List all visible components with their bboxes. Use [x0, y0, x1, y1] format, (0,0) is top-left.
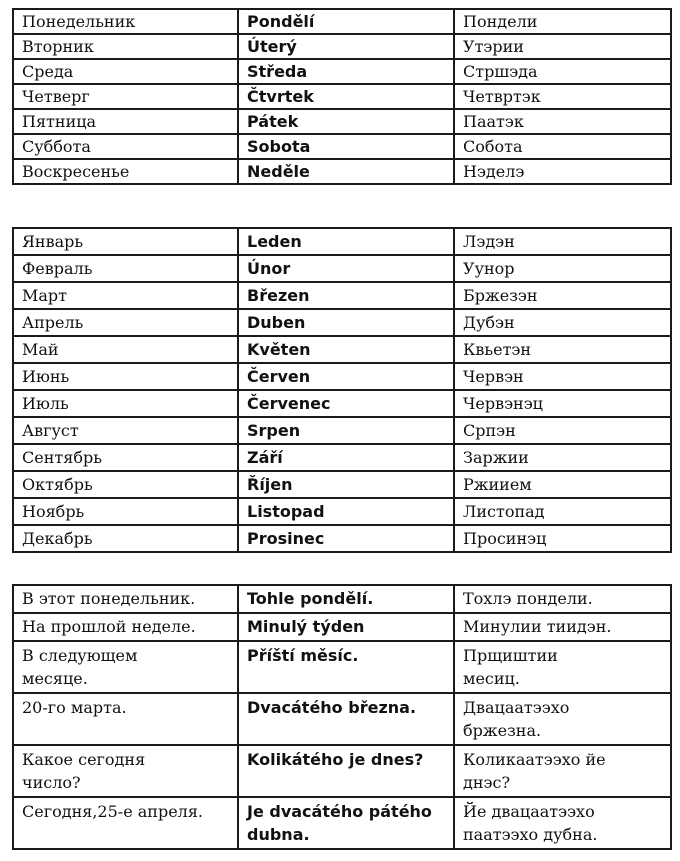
- czech-cell: Červenec: [238, 390, 454, 417]
- table-row: [13, 9, 671, 34]
- transcription-cell: Квьетэн: [454, 336, 671, 363]
- czech-cell: Listopad: [238, 498, 454, 525]
- czech-cell: Pátek: [238, 109, 454, 134]
- russian-cell: Вторник: [13, 34, 238, 59]
- table-row: [13, 444, 671, 471]
- russian-cell: [13, 693, 238, 745]
- transcription-cell: [454, 797, 671, 849]
- russian-cell: Июль: [13, 390, 238, 417]
- transcription-line-2: месиц.: [463, 669, 520, 688]
- czech-cell: Duben: [238, 309, 454, 336]
- table-row: [13, 498, 671, 525]
- russian-line-2: число?: [22, 773, 81, 792]
- transcription-line-2: паатээхо дубна.: [463, 825, 598, 844]
- czech-cell: Květen: [238, 336, 454, 363]
- russian-cell: Понедельник: [13, 9, 238, 34]
- transcription-cell: Червэнэц: [454, 390, 671, 417]
- table-row: [13, 525, 671, 552]
- russian-cell: На прошлой неделе.: [13, 613, 238, 641]
- transcription-cell: Собота: [454, 134, 671, 159]
- transcription-cell: Стршэда: [454, 59, 671, 84]
- russian-cell: Среда: [13, 59, 238, 84]
- transcription-line-1: Коликаатээхо йе: [463, 750, 606, 769]
- transcription-line-1: Двацаатээхо: [463, 698, 570, 717]
- transcription-cell: Ржиием: [454, 471, 671, 498]
- czech-line-1: Příští měsíc.: [247, 646, 359, 665]
- russian-cell: Август: [13, 417, 238, 444]
- czech-cell: Říjen: [238, 471, 454, 498]
- russian-cell: Декабрь: [13, 525, 238, 552]
- czech-line-2: dubna.: [247, 825, 310, 844]
- transcription-cell: Утэрии: [454, 34, 671, 59]
- czech-cell: Středa: [238, 59, 454, 84]
- czech-cell: Neděle: [238, 159, 454, 184]
- russian-cell: Май: [13, 336, 238, 363]
- table-row: [13, 255, 671, 282]
- czech-cell: Březen: [238, 282, 454, 309]
- russian-cell: Суббота: [13, 134, 238, 159]
- transcription-cell: Заржии: [454, 444, 671, 471]
- table-row: [13, 693, 671, 745]
- days-table: [12, 8, 672, 185]
- transcription-cell: Бржезэн: [454, 282, 671, 309]
- czech-cell: Úterý: [238, 34, 454, 59]
- russian-cell: Воскресенье: [13, 159, 238, 184]
- czech-line-1: Kolikátého je dnes?: [247, 750, 424, 769]
- russian-cell: Четверг: [13, 84, 238, 109]
- russian-cell: Сентябрь: [13, 444, 238, 471]
- russian-cell: Февраль: [13, 255, 238, 282]
- russian-cell: Октябрь: [13, 471, 238, 498]
- transcription-cell: Минулии тиидэн.: [454, 613, 671, 641]
- czech-cell: Sobota: [238, 134, 454, 159]
- transcription-cell: Просинэц: [454, 525, 671, 552]
- russian-cell: [13, 797, 238, 849]
- transcription-cell: Нэделэ: [454, 159, 671, 184]
- table-row: [13, 109, 671, 134]
- phrases-table: [12, 584, 672, 850]
- czech-cell: Čtvrtek: [238, 84, 454, 109]
- czech-cell: Červen: [238, 363, 454, 390]
- czech-cell: Leden: [238, 228, 454, 255]
- russian-cell: В этот понедельник.: [13, 585, 238, 613]
- table-row: [13, 641, 671, 693]
- table-row: [13, 159, 671, 184]
- transcription-cell: Лэдэн: [454, 228, 671, 255]
- transcription-cell: Пондели: [454, 9, 671, 34]
- table-row: [13, 390, 671, 417]
- russian-cell: Ноябрь: [13, 498, 238, 525]
- czech-cell: Září: [238, 444, 454, 471]
- russian-cell: Март: [13, 282, 238, 309]
- transcription-line-1: Йе двацаатээхо: [463, 802, 595, 821]
- transcription-cell: [454, 745, 671, 797]
- russian-cell: Пятница: [13, 109, 238, 134]
- table-row: [13, 336, 671, 363]
- russian-line-1: Какое сегодня: [22, 750, 146, 769]
- table-row: [13, 228, 671, 255]
- table-row: [13, 797, 671, 849]
- months-table: [12, 227, 672, 553]
- transcription-cell: Червэн: [454, 363, 671, 390]
- czech-cell: Prosinec: [238, 525, 454, 552]
- table-row: [13, 309, 671, 336]
- transcription-line-2: бржезна.: [463, 721, 542, 740]
- russian-cell: [13, 745, 238, 797]
- transcription-cell: Четвртэк: [454, 84, 671, 109]
- transcription-cell: Дубэн: [454, 309, 671, 336]
- transcription-cell: Уунор: [454, 255, 671, 282]
- table-row: [13, 59, 671, 84]
- table-row: [13, 613, 671, 641]
- table-row: [13, 282, 671, 309]
- table-row: [13, 417, 671, 444]
- russian-cell: Июнь: [13, 363, 238, 390]
- transcription-cell: [454, 693, 671, 745]
- czech-cell: Srpen: [238, 417, 454, 444]
- russian-line-2: месяце.: [22, 669, 88, 688]
- transcription-cell: Тохлэ пондели.: [454, 585, 671, 613]
- transcription-cell: Српэн: [454, 417, 671, 444]
- russian-line-1: Сегодня,25-е апреля.: [22, 802, 203, 821]
- table-row: [13, 585, 671, 613]
- czech-line-1: Dvacátého března.: [247, 698, 417, 717]
- transcription-cell: Листопад: [454, 498, 671, 525]
- russian-cell: [13, 641, 238, 693]
- czech-cell: Tohle pondělí.: [238, 585, 454, 613]
- table-row: [13, 745, 671, 797]
- table-row: [13, 471, 671, 498]
- russian-line-1: 20-го марта.: [22, 698, 127, 717]
- transcription-cell: [454, 641, 671, 693]
- table-row: [13, 363, 671, 390]
- russian-line-1: В следующем: [22, 646, 138, 665]
- czech-cell: Minulý týden: [238, 613, 454, 641]
- transcription-line-2: днэс?: [463, 773, 511, 792]
- czech-cell: [238, 641, 454, 693]
- czech-cell: [238, 745, 454, 797]
- russian-cell: Апрель: [13, 309, 238, 336]
- russian-cell: Январь: [13, 228, 238, 255]
- table-row: [13, 34, 671, 59]
- czech-cell: [238, 797, 454, 849]
- czech-cell: Únor: [238, 255, 454, 282]
- transcription-line-1: Прщиштии: [463, 646, 558, 665]
- czech-cell: [238, 693, 454, 745]
- czech-cell: Pondělí: [238, 9, 454, 34]
- table-row: [13, 134, 671, 159]
- transcription-cell: Паатэк: [454, 109, 671, 134]
- czech-line-1: Je dvacátého pátého: [247, 802, 432, 821]
- table-row: [13, 84, 671, 109]
